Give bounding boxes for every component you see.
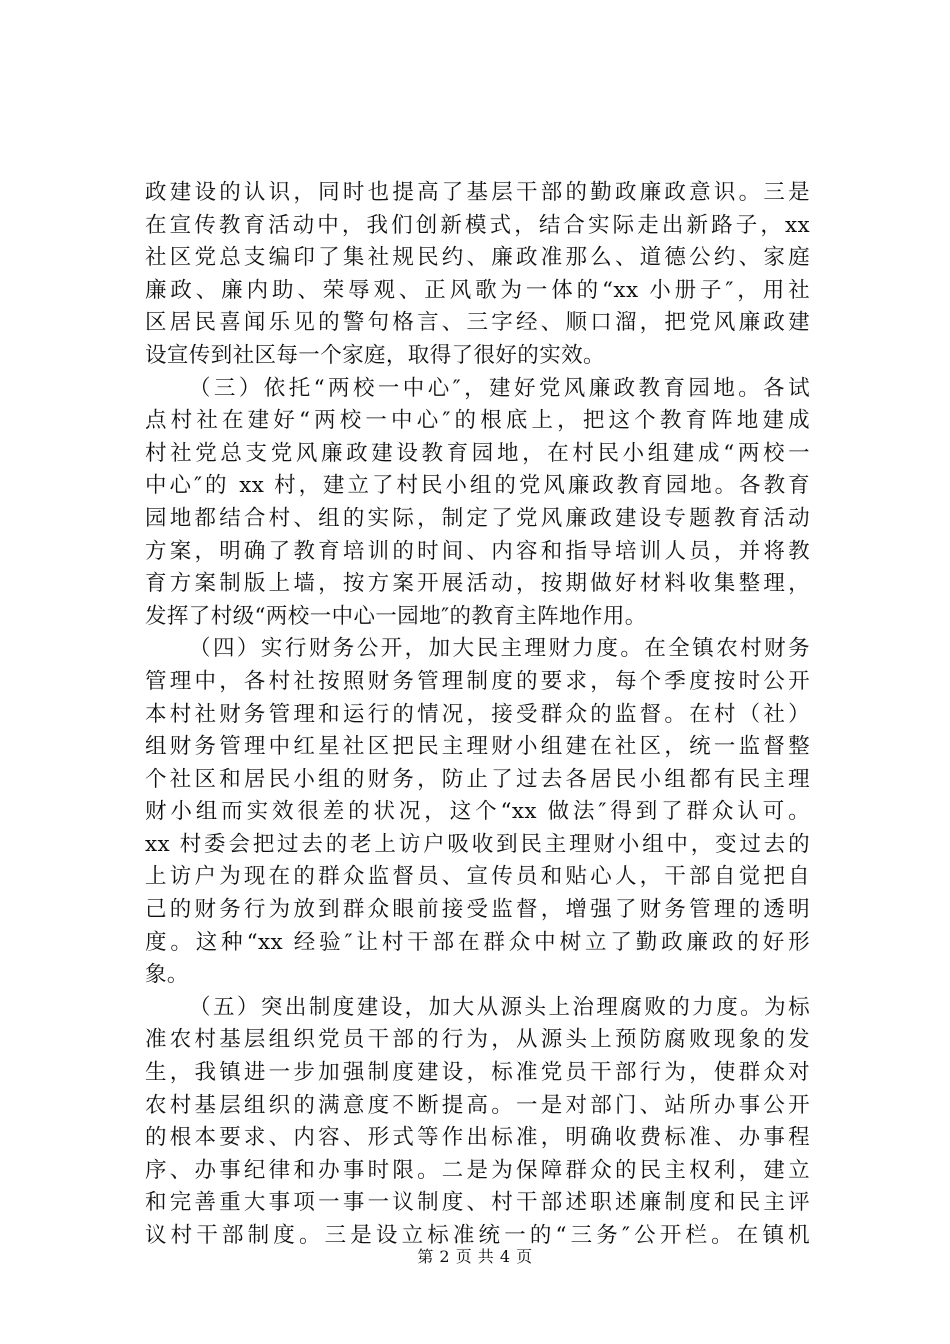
text-line: 己的财务行为放到群众眼前接受监督，增强了财务管理的透明	[145, 897, 810, 923]
text-line: 准农村基层组织党员干部的行为，从源头上预防腐败现象的发	[145, 1027, 810, 1053]
text-line: 在宣传教育活动中，我们创新模式，结合实际走出新路子，xx	[145, 212, 810, 238]
text-line: 上访户为现在的群众监督员、宣传员和贴心人，干部自觉把自	[145, 864, 810, 890]
text-line: xx 村委会把过去的老上访户吸收到民主理财小组中，变过去的	[145, 831, 810, 857]
text-line: 廉政、廉内助、荣辱观、正风歌为一体的“xx 小册子″，用社	[145, 277, 810, 303]
text-line: 政建设的认识，同时也提高了基层干部的勤政廉政意识。三是	[145, 180, 810, 205]
text-line: 象。	[145, 962, 189, 988]
text-line: 和完善重大事项一事一议制度、村干部述职述廉制度和民主评	[145, 1190, 810, 1216]
text-line: 财小组而实效很差的状况，这个“xx 做法″得到了群众认可。	[145, 799, 810, 825]
paragraph-heading-line: （五）突出制度建设，加大从源头上治理腐败的力度。为标	[189, 994, 810, 1020]
text-line: 社区党总支编印了集社规民约、廉政准那么、道德公约、家庭	[145, 245, 810, 271]
text-line: 农村基层组织的满意度不断提高。一是对部门、站所办事公开	[145, 1092, 810, 1118]
text-line: 的根本要求、内容、形式等作出标准，明确收费标准、办事程	[145, 1125, 810, 1151]
paragraph-heading-line: （四）实行财务公开，加大民主理财力度。在全镇农村财务	[189, 636, 810, 662]
text-line: 区居民喜闻乐见的警句格言、三字经、顺口溜，把党风廉政建	[145, 310, 810, 336]
text-line: 育方案制版上墙，按方案开展活动，按期做好材料收集整理，	[145, 571, 810, 597]
text-line: 园地都结合村、组的实际，制定了党风廉政建设专题教育活动	[145, 505, 810, 531]
text-line: 村社党总支党风廉政建设教育园地，在村民小组建成“两校一	[145, 440, 810, 466]
text-line: 发挥了村级“两校一中心一园地″的教育主阵地作用。	[145, 603, 647, 629]
text-line: 管理中，各村社按照财务管理制度的要求，每个季度按时公开	[145, 668, 810, 694]
body-text	[145, 177, 810, 1253]
text-line: 议村干部制度。三是设立标准统一的“三务″公开栏。在镇机	[145, 1223, 810, 1248]
text-line: 生，我镇进一步加强制度建设，标准党员干部行为，使群众对	[145, 1060, 810, 1086]
text-line: 个社区和居民小组的财务，防止了过去各居民小组都有民主理	[145, 766, 810, 792]
text-line: 度。这种“xx 经验″让村干部在群众中树立了勤政廉政的好形	[145, 929, 810, 955]
page-number-footer: 第 2 页 共 4 页	[417, 1247, 533, 1266]
paragraph-heading-line: （三）依托“两校一中心″，建好党风廉政教育园地。各试	[189, 375, 810, 401]
text-line: 本村社财务管理和运行的情况，接受群众的监督。在村（社）	[145, 701, 810, 727]
text-line: 序、办事纪律和办事时限。二是为保障群众的民主权利，建立	[145, 1157, 810, 1183]
text-line: 组财务管理中红星社区把民主理财小组建在社区，统一监督整	[145, 734, 810, 760]
text-line: 方案，明确了教育培训的时间、内容和指导培训人员，并将教	[145, 538, 810, 564]
text-line: 中心″的 xx 村，建立了村民小组的党风廉政教育园地。各教育	[145, 473, 810, 499]
text-line: 设宣传到社区每一个家庭，取得了很好的实效。	[145, 342, 605, 368]
text-line: 点村社在建好“两校一中心″的根底上，把这个教育阵地建成	[145, 408, 810, 434]
